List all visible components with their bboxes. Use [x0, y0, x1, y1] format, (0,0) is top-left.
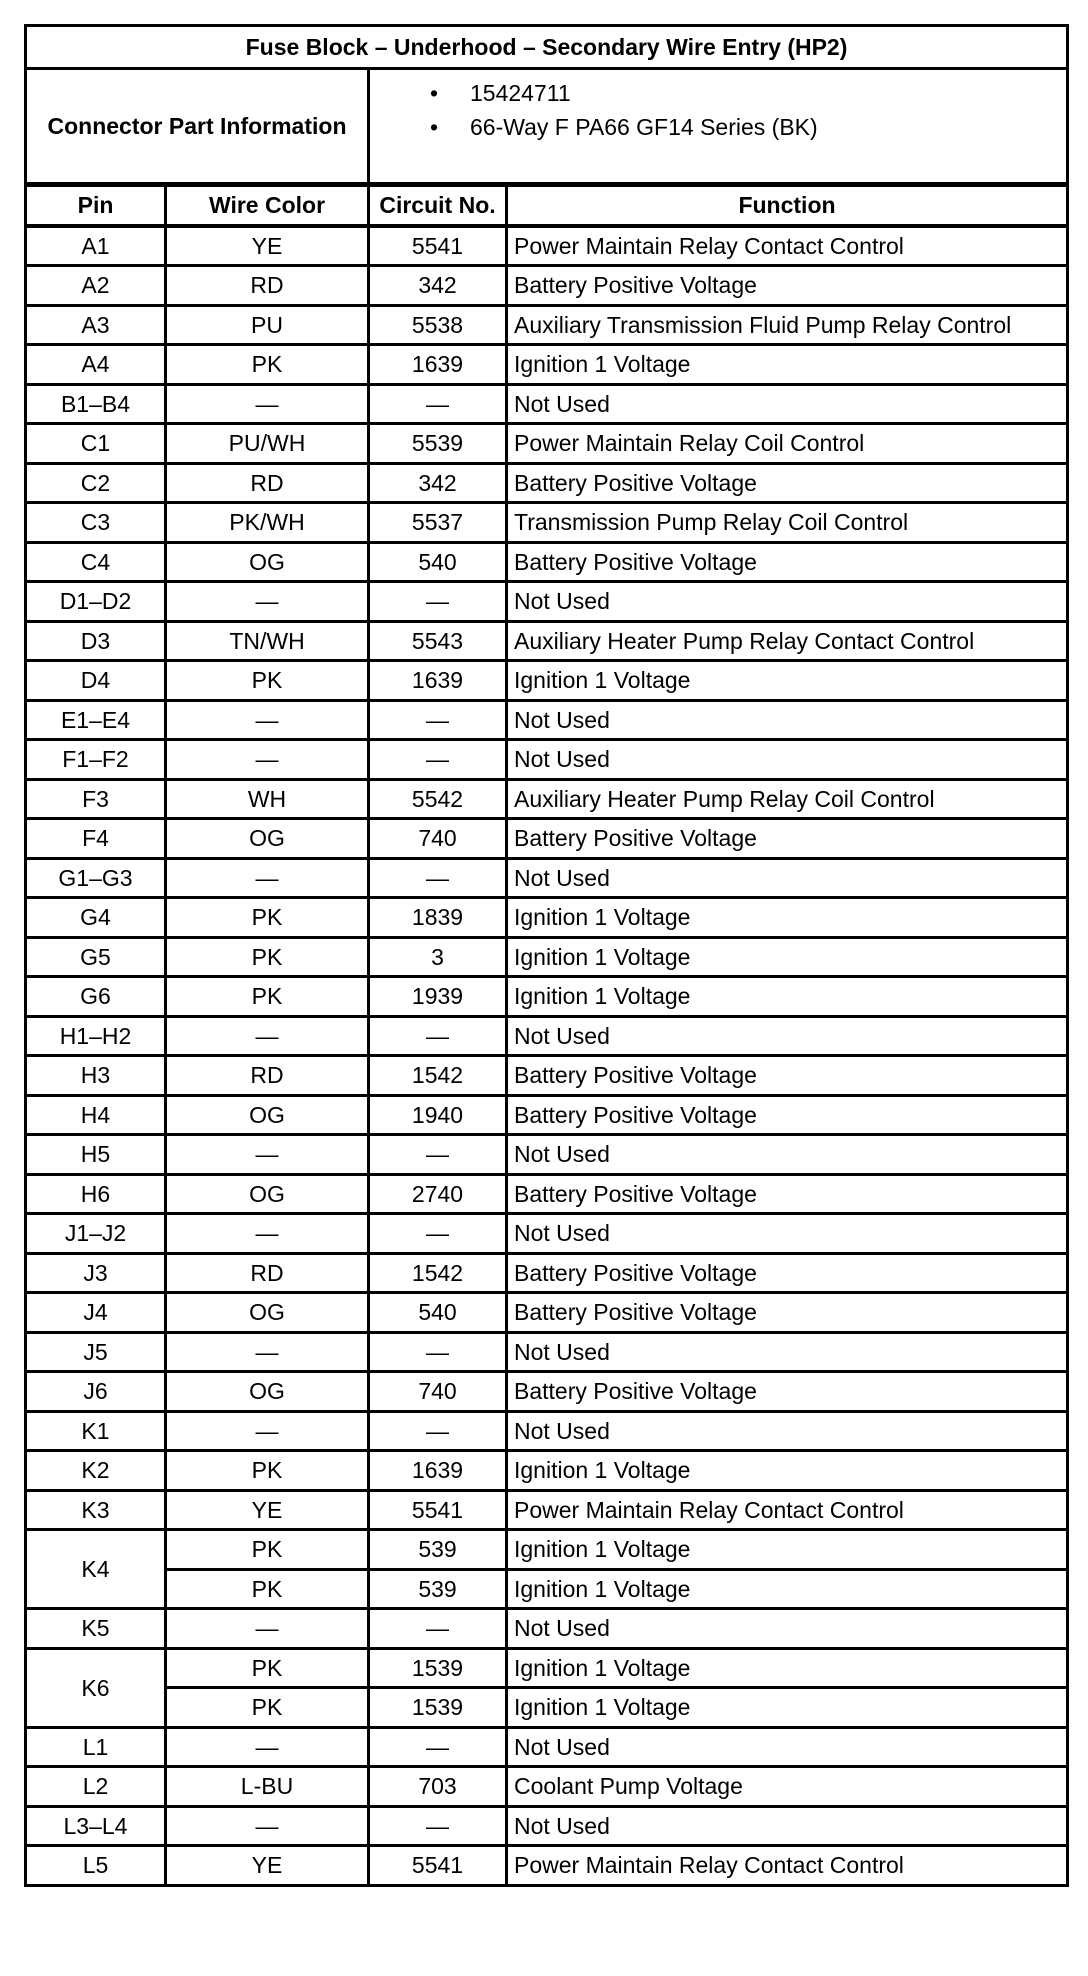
wire-color-cell: —	[166, 1135, 369, 1175]
connector-info-list	[369, 69, 1068, 185]
wire-color-cell: OG	[166, 1095, 369, 1135]
pin-cell: E1–E4	[26, 700, 166, 740]
wire-color-cell: —	[166, 1411, 369, 1451]
pin-cell: J4	[26, 1293, 166, 1333]
wire-color-cell: PK	[166, 898, 369, 938]
function-cell: Auxiliary Transmission Fluid Pump Relay Control	[507, 305, 1068, 345]
wire-color-cell: —	[166, 700, 369, 740]
table-row	[26, 740, 1068, 780]
table-row	[26, 266, 1068, 306]
circuit-cell: 1542	[369, 1056, 507, 1096]
table-row	[26, 503, 1068, 543]
circuit-cell: 1639	[369, 1451, 507, 1491]
function-cell: Ignition 1 Voltage	[507, 1451, 1068, 1491]
table-row	[26, 1174, 1068, 1214]
circuit-cell: 539	[369, 1530, 507, 1570]
wire-color-cell: RD	[166, 266, 369, 306]
table-row	[26, 1214, 1068, 1254]
table-row	[26, 661, 1068, 701]
pin-cell: D4	[26, 661, 166, 701]
connector-description: • 66-Way F PA66 GF14 Series (BK)	[430, 110, 1066, 144]
function-cell: Power Maintain Relay Coil Control	[507, 424, 1068, 464]
table-row	[26, 1727, 1068, 1767]
circuit-cell: —	[369, 1609, 507, 1649]
circuit-cell: 3	[369, 937, 507, 977]
circuit-cell: 1939	[369, 977, 507, 1017]
pin-cell: H5	[26, 1135, 166, 1175]
circuit-cell: —	[369, 1411, 507, 1451]
function-cell: Ignition 1 Voltage	[507, 345, 1068, 385]
function-cell: Battery Positive Voltage	[507, 1056, 1068, 1096]
circuit-cell: 1542	[369, 1253, 507, 1293]
title-row	[26, 26, 1068, 69]
function-cell: Not Used	[507, 384, 1068, 424]
wire-color-cell: RD	[166, 1056, 369, 1096]
function-cell: Ignition 1 Voltage	[507, 977, 1068, 1017]
pin-cell: L3–L4	[26, 1806, 166, 1846]
wire-color-cell: OG	[166, 542, 369, 582]
function-cell: Power Maintain Relay Contact Control	[507, 1846, 1068, 1886]
function-cell: Not Used	[507, 1016, 1068, 1056]
circuit-cell: 5543	[369, 621, 507, 661]
function-cell: Not Used	[507, 858, 1068, 898]
pin-cell: G6	[26, 977, 166, 1017]
pin-cell: A3	[26, 305, 166, 345]
function-cell: Battery Positive Voltage	[507, 266, 1068, 306]
circuit-cell: 342	[369, 463, 507, 503]
circuit-cell: 540	[369, 542, 507, 582]
circuit-cell: 539	[369, 1569, 507, 1609]
wire-color-cell: PU	[166, 305, 369, 345]
circuit-cell: 2740	[369, 1174, 507, 1214]
table-row	[26, 819, 1068, 859]
function-cell: Ignition 1 Voltage	[507, 1688, 1068, 1728]
function-cell: Battery Positive Voltage	[507, 1095, 1068, 1135]
circuit-cell: 5542	[369, 779, 507, 819]
circuit-cell: 740	[369, 819, 507, 859]
header-function: Function	[507, 185, 1068, 226]
circuit-cell: 740	[369, 1372, 507, 1412]
function-cell: Ignition 1 Voltage	[507, 1530, 1068, 1570]
function-cell: Transmission Pump Relay Coil Control	[507, 503, 1068, 543]
table-row	[26, 305, 1068, 345]
wire-color-cell: —	[166, 1016, 369, 1056]
function-cell: Ignition 1 Voltage	[507, 661, 1068, 701]
table-row	[26, 1293, 1068, 1333]
function-cell: Battery Positive Voltage	[507, 819, 1068, 859]
wire-color-cell: YE	[166, 1846, 369, 1886]
circuit-cell: —	[369, 1016, 507, 1056]
table-row	[26, 542, 1068, 582]
pin-cell: D3	[26, 621, 166, 661]
pin-cell: H6	[26, 1174, 166, 1214]
connector-info-row	[26, 69, 1068, 185]
function-cell: Not Used	[507, 1332, 1068, 1372]
function-cell: Ignition 1 Voltage	[507, 937, 1068, 977]
circuit-cell: 703	[369, 1767, 507, 1807]
pin-cell: G1–G3	[26, 858, 166, 898]
table-row	[26, 424, 1068, 464]
wire-color-cell: TN/WH	[166, 621, 369, 661]
wire-color-cell: PK	[166, 937, 369, 977]
circuit-cell: 5538	[369, 305, 507, 345]
wire-color-cell: —	[166, 1806, 369, 1846]
table-row	[26, 345, 1068, 385]
pin-cell: C3	[26, 503, 166, 543]
circuit-cell: 5537	[369, 503, 507, 543]
circuit-cell: 5541	[369, 1490, 507, 1530]
circuit-cell: —	[369, 582, 507, 622]
pin-cell: J3	[26, 1253, 166, 1293]
wire-color-cell: PK	[166, 1530, 369, 1570]
pin-cell: L2	[26, 1767, 166, 1807]
connector-info-label: Connector Part Information	[26, 69, 369, 185]
wire-color-cell: PK	[166, 1648, 369, 1688]
function-cell: Not Used	[507, 1411, 1068, 1451]
header-wire-color: Wire Color	[166, 185, 369, 226]
table-row	[26, 977, 1068, 1017]
pin-cell: A1	[26, 226, 166, 266]
part-number: • 15424711	[430, 76, 1066, 110]
table-title: Fuse Block – Underhood – Secondary Wire Entry (HP2)	[26, 26, 1068, 69]
pin-cell: H1–H2	[26, 1016, 166, 1056]
circuit-cell: —	[369, 740, 507, 780]
pin-cell: K3	[26, 1490, 166, 1530]
circuit-cell: 540	[369, 1293, 507, 1333]
circuit-cell: 5541	[369, 226, 507, 266]
pin-cell: K4	[26, 1530, 166, 1609]
table-row	[26, 1648, 1068, 1688]
table-row	[26, 384, 1068, 424]
pin-cell: H3	[26, 1056, 166, 1096]
pin-cell: A2	[26, 266, 166, 306]
table-row	[26, 700, 1068, 740]
wire-color-cell: —	[166, 1609, 369, 1649]
pin-cell: C2	[26, 463, 166, 503]
circuit-cell: —	[369, 1806, 507, 1846]
function-cell: Battery Positive Voltage	[507, 1372, 1068, 1412]
wire-color-cell: OG	[166, 819, 369, 859]
wire-color-cell: —	[166, 1214, 369, 1254]
table-row	[26, 1451, 1068, 1491]
connector-document	[24, 24, 1066, 1887]
function-cell: Not Used	[507, 1609, 1068, 1649]
circuit-cell: —	[369, 1214, 507, 1254]
circuit-cell: 1639	[369, 345, 507, 385]
wire-color-cell: YE	[166, 1490, 369, 1530]
wire-color-cell: PK	[166, 977, 369, 1017]
circuit-cell: —	[369, 1332, 507, 1372]
table-row	[26, 463, 1068, 503]
pin-cell: B1–B4	[26, 384, 166, 424]
connector-table	[24, 24, 1069, 1887]
pin-cell: K2	[26, 1451, 166, 1491]
function-cell: Battery Positive Voltage	[507, 542, 1068, 582]
wire-color-cell: RD	[166, 1253, 369, 1293]
function-cell: Not Used	[507, 582, 1068, 622]
wire-color-cell: —	[166, 1727, 369, 1767]
wire-color-cell: OG	[166, 1293, 369, 1333]
table-row	[26, 1688, 1068, 1728]
pin-cell: G4	[26, 898, 166, 938]
header-pin: Pin	[26, 185, 166, 226]
circuit-cell: 1539	[369, 1648, 507, 1688]
table-row	[26, 1332, 1068, 1372]
function-cell: Auxiliary Heater Pump Relay Coil Control	[507, 779, 1068, 819]
table-row	[26, 1253, 1068, 1293]
circuit-cell: 1839	[369, 898, 507, 938]
pin-cell: H4	[26, 1095, 166, 1135]
circuit-cell: —	[369, 384, 507, 424]
pin-cell: K5	[26, 1609, 166, 1649]
function-cell: Not Used	[507, 1727, 1068, 1767]
wire-color-cell: —	[166, 384, 369, 424]
pin-cell: K6	[26, 1648, 166, 1727]
table-row	[26, 621, 1068, 661]
circuit-cell: 342	[369, 266, 507, 306]
function-cell: Not Used	[507, 1214, 1068, 1254]
function-cell: Battery Positive Voltage	[507, 1174, 1068, 1214]
function-cell: Battery Positive Voltage	[507, 463, 1068, 503]
table-row	[26, 858, 1068, 898]
function-cell: Battery Positive Voltage	[507, 1293, 1068, 1333]
pin-cell: L5	[26, 1846, 166, 1886]
pin-cell: L1	[26, 1727, 166, 1767]
wire-color-cell: PK	[166, 661, 369, 701]
function-cell: Power Maintain Relay Contact Control	[507, 1490, 1068, 1530]
wire-color-cell: —	[166, 582, 369, 622]
function-cell: Auxiliary Heater Pump Relay Contact Control	[507, 621, 1068, 661]
wire-color-cell: —	[166, 740, 369, 780]
table-row	[26, 1767, 1068, 1807]
table-row	[26, 1530, 1068, 1570]
function-cell: Not Used	[507, 1135, 1068, 1175]
function-cell: Not Used	[507, 1806, 1068, 1846]
wire-color-cell: RD	[166, 463, 369, 503]
function-cell: Ignition 1 Voltage	[507, 1569, 1068, 1609]
wire-color-cell: PK	[166, 1569, 369, 1609]
table-row	[26, 937, 1068, 977]
table-row	[26, 1016, 1068, 1056]
wire-color-cell: L-BU	[166, 1767, 369, 1807]
wire-color-cell: PK	[166, 345, 369, 385]
circuit-cell: 1940	[369, 1095, 507, 1135]
circuit-cell: 1639	[369, 661, 507, 701]
table-row	[26, 1056, 1068, 1096]
circuit-cell: 1539	[369, 1688, 507, 1728]
wire-color-cell: PU/WH	[166, 424, 369, 464]
wire-color-cell: PK/WH	[166, 503, 369, 543]
function-cell: Battery Positive Voltage	[507, 1253, 1068, 1293]
pin-cell: J5	[26, 1332, 166, 1372]
pin-cell: C4	[26, 542, 166, 582]
table-row	[26, 1846, 1068, 1886]
table-row	[26, 582, 1068, 622]
function-cell: Ignition 1 Voltage	[507, 898, 1068, 938]
function-cell: Not Used	[507, 740, 1068, 780]
circuit-cell: —	[369, 858, 507, 898]
circuit-cell: 5541	[369, 1846, 507, 1886]
wire-color-cell: —	[166, 1332, 369, 1372]
wire-color-cell: OG	[166, 1174, 369, 1214]
table-row	[26, 226, 1068, 266]
function-cell: Not Used	[507, 700, 1068, 740]
table-row	[26, 1135, 1068, 1175]
circuit-cell: —	[369, 700, 507, 740]
pin-cell: F1–F2	[26, 740, 166, 780]
table-row	[26, 1806, 1068, 1846]
function-cell: Coolant Pump Voltage	[507, 1767, 1068, 1807]
table-row	[26, 1411, 1068, 1451]
circuit-cell: 5539	[369, 424, 507, 464]
table-row	[26, 1490, 1068, 1530]
circuit-cell: —	[369, 1727, 507, 1767]
function-cell: Ignition 1 Voltage	[507, 1648, 1068, 1688]
wire-color-cell: PK	[166, 1688, 369, 1728]
column-header-row	[26, 185, 1068, 226]
wire-color-cell: OG	[166, 1372, 369, 1412]
table-row	[26, 1569, 1068, 1609]
pin-cell: J6	[26, 1372, 166, 1412]
wire-color-cell: PK	[166, 1451, 369, 1491]
table-row	[26, 1609, 1068, 1649]
pin-cell: D1–D2	[26, 582, 166, 622]
table-row	[26, 898, 1068, 938]
function-cell: Power Maintain Relay Contact Control	[507, 226, 1068, 266]
wire-color-cell: WH	[166, 779, 369, 819]
table-row	[26, 1095, 1068, 1135]
pin-cell: C1	[26, 424, 166, 464]
pin-cell: F3	[26, 779, 166, 819]
pin-cell: K1	[26, 1411, 166, 1451]
wire-color-cell: —	[166, 858, 369, 898]
pin-cell: F4	[26, 819, 166, 859]
circuit-cell: —	[369, 1135, 507, 1175]
wire-color-cell: YE	[166, 226, 369, 266]
pin-cell: A4	[26, 345, 166, 385]
header-circuit: Circuit No.	[369, 185, 507, 226]
pin-cell: G5	[26, 937, 166, 977]
pin-cell: J1–J2	[26, 1214, 166, 1254]
table-row	[26, 779, 1068, 819]
table-row	[26, 1372, 1068, 1412]
